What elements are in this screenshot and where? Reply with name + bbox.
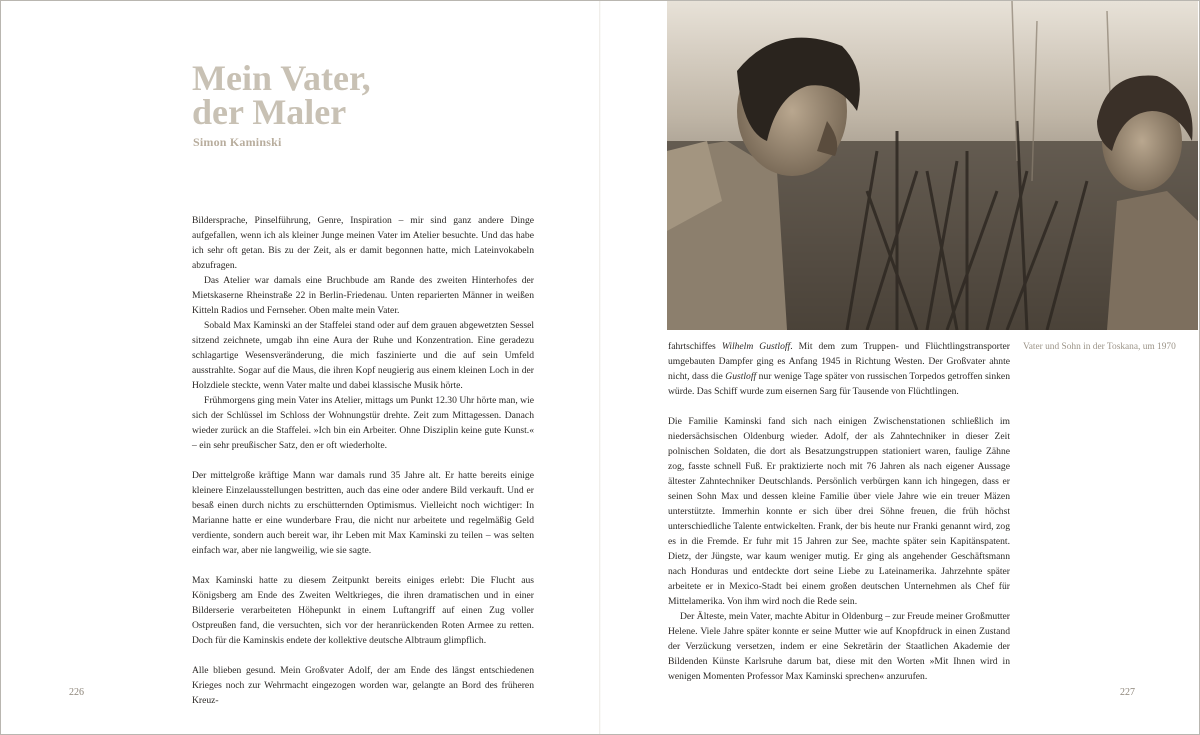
paragraph: Das Atelier war damals eine Bruchbude am Rande des zweiten Hinterhofes der Mietskaserne Rheinstraße 22 in Berlin-Friedenau. Unten reparierten Männer in weißen Kitteln Radios und Fernseher. Oben malte mein Vater. (192, 275, 534, 316)
paragraph: Bildersprache, Pinselführung, Genre, Inspiration – mir sind ganz andere Dinge aufgefallen, wenn ich als kleiner Junge meinen Vater im Atelier besuchte. Und das habe ich sehr oft getan. Bis zu der Zeit, als er damit begonnen hatte, mich Lateinvokabeln abzufragen. (192, 215, 534, 271)
title-line-1: Mein Vater, (192, 58, 371, 98)
page-number-right: 227 (1120, 687, 1135, 698)
chapter-title (192, 58, 512, 132)
photo-illustration (667, 1, 1198, 330)
paragraph (668, 339, 1010, 399)
paragraph: Der mittelgroße kräftige Mann war damals rund 35 Jahre alt. Er hatte bereits einige kleinere Einzelausstellungen bestritten, auch das eine oder andere Bild verkauft. Und er besaß einen durch nichts zu erschütternden Optimismus. Vielleicht noch wichtiger: In Marianne hatte er eine wunderbare Frau, die nicht nur arbeitete und regelmäßig Geld verdiente, sondern auch bereit war, ihr Leben mit Max Kaminski zu teilen – was selten einfach war, aber nie langweilig, wie sie sagte. (192, 470, 534, 556)
title-line-2: der Maler (192, 92, 347, 132)
paragraph: Der Älteste, mein Vater, machte Abitur in Oldenburg – zur Freude meiner Großmutter Helene. Viele Jahre später konnte er seine Mutter wie auf Knopfdruck in einen Zustand der Verzückung versetzen, indem er eine Sekretärin der Staatlichen Akademie der Bildenden Künste Karlsruhe darum bat, diese mit den Worten »Mit Ihnen wird in wenigen Momenten Professor Max Kaminski sprechen« anzurufen. (668, 611, 1010, 682)
ship-name: Wilhelm Gustloff (721, 341, 791, 352)
paragraph: Frühmorgens ging mein Vater ins Atelier, mittags um Punkt 12.30 Uhr hörte man, wie sich der Schlüssel im Schloss der Wohnungstür drehte. Zeit zum Mittagessen. Danach wieder zurück an die Staffelei. »Ich bin ein Arbeiter. Ohne Disziplin keine gute Kunst.« – ein sehr preußischer Satz, den er oft wiederholte. (192, 395, 534, 451)
page-number-left: 226 (69, 687, 84, 698)
sepia-photograph (667, 1, 1198, 330)
left-page (1, 1, 600, 734)
paragraph: Die Familie Kaminski fand sich nach einigen Zwischenstationen schließlich im niedersächsischen Oldenburg wieder. Adolf, der als Zahntechniker in dieser Zeit polnischen Soldaten, die dort als Besatzungstruppen stationiert waren, faulige Zähne zog, fasste schnell Fuß. Er praktizierte noch mit 76 Jahren als nach eigener Aussage ältester Zahntechniker Deutschlands. Persönlich verbürgen kann ich hingegen, dass er seinen Sohn Max und dessen kleine Familie über viele Jahre wie ein treuer Mäzen unterstützte. Immerhin konnte er sich über drei Söhne freuen, die früh höchst unterschiedliche Talente entwickelten. Frank, der bis heute nur Franki genannt wird, zog es in die Fremde. Er fuhr mit 15 Jahren zur See, machte später sein Kapitänspatent. Dietz, der Jüngste, war kaum weniger mutig. Er ging als angehender Geschäftsmann nach Honduras und entdeckte dort seine Liebe zu Lateinamerika. Jahrzehnte später arbeitete er in Mexico-Stadt bei einem großen deutschen Unternehmen als Chef für Mittelamerika. Von ihm wird noch die Rede sein. (668, 416, 1010, 607)
paragraph: Sobald Max Kaminski an der Staffelei stand oder auf dem grauen abgewetzten Sessel sitzend zeichnete, umgab ihn eine Aura der Ruhe und Konzentration. Eine geradezu schlagartige Wesensveränderung, die mich faszinierte und die auf sein Umfeld ausstrahlte. Sogar auf die Maus, die ihren Kopf neugierig aus einem kleinen Loch in der Holzdiele steckte, wenn Vater malte und dabei klassische Musik hörte. (192, 320, 534, 391)
text-run: . Mit dem zum Truppen- und Flüchtlingstransporter umgebauten Dampfer ging es Anfang 1945 in Richtung Westen. Der Großvater ahnte nicht, dass die (668, 341, 1010, 382)
paragraph: Max Kaminski hatte zu diesem Zeitpunkt bereits einiges erlebt: Die Flucht aus Königsberg am Ende des Zweiten Weltkrieges, die ihren dramatischen und in einer Bilderserie verarbeiteten Höhepunkt in einem Luftangriff auf einen Zug voller Ostpreußen fand, die versuchten, sich vor der heranrückenden Roten Armee zu retten. Doch für die Kaminskis endete der kollektive deutsche Albtraum glimpflich. (192, 575, 534, 646)
right-text-column (668, 339, 1010, 684)
left-text-column (192, 213, 534, 708)
text-run: fahrtschiffes (668, 341, 722, 352)
photo-caption: Vater und Sohn in der Toskana, um 1970 (1023, 342, 1176, 352)
paragraph: Alle blieben gesund. Mein Großvater Adolf, der am Ende des längst entschiedenen Krieges noch zur Wehrmacht eingezogen worden war, gelangte an Bord des früheren Kreuz- (192, 665, 534, 706)
ship-name: Gustloff (725, 371, 757, 382)
author-name: Simon Kaminski (193, 135, 282, 149)
text-run: nur wenige Tage später von russischen Torpedos getroffen sinken würde. Das Schiff wurde zum eisernen Sarg für Tausende von Flüchtlingen. (668, 371, 1010, 397)
